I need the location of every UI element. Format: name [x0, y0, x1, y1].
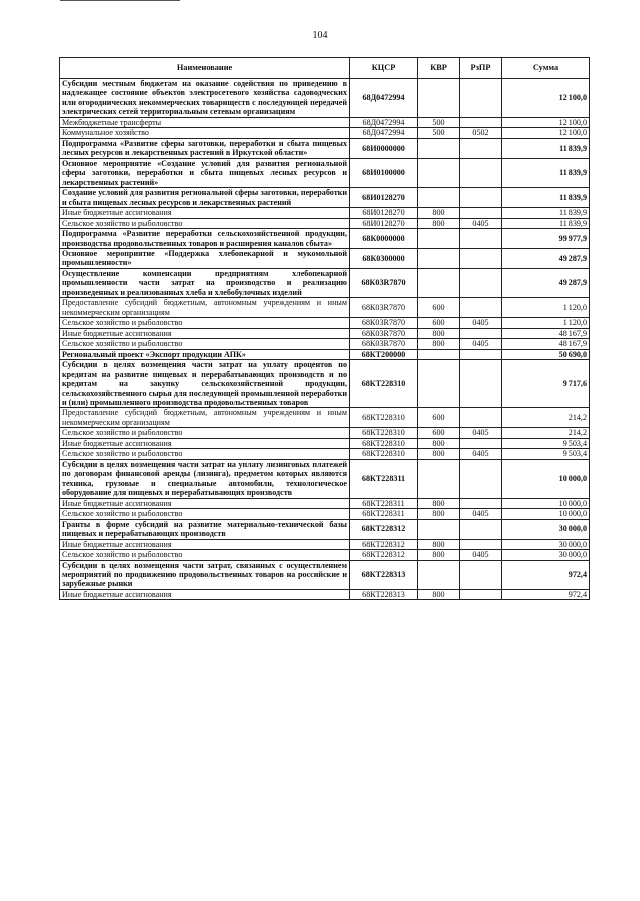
table-row	[60, 509, 590, 519]
cell-kcsr: 68Д0472994	[350, 128, 418, 138]
cell-rzpr: 0405	[460, 318, 502, 328]
page-number: 104	[312, 30, 328, 41]
cell-kcsr: 68И0128270	[350, 218, 418, 228]
cell-kcsr: 68КТ228311	[350, 498, 418, 508]
cell-name: Иные бюджетные ассигнования	[60, 328, 350, 338]
cell-kcsr: 68К0300000	[350, 248, 418, 268]
table-row	[60, 298, 590, 318]
cell-kvr	[418, 138, 460, 158]
cell-sum: 48 167,9	[502, 339, 590, 349]
cell-sum: 30 000,0	[502, 519, 590, 539]
cell-rzpr	[460, 360, 502, 408]
cell-sum: 50 690,0	[502, 349, 590, 359]
table-row	[60, 459, 590, 498]
cell-rzpr	[460, 79, 502, 118]
col-header-rzpr: РзПР	[460, 58, 502, 79]
cell-kvr: 600	[418, 428, 460, 438]
cell-rzpr	[460, 328, 502, 338]
cell-rzpr	[460, 298, 502, 318]
cell-rzpr	[460, 138, 502, 158]
table-row	[60, 138, 590, 158]
cell-rzpr	[460, 268, 502, 297]
cell-rzpr	[460, 117, 502, 127]
cell-sum: 30 000,0	[502, 539, 590, 549]
cell-name: Иные бюджетные ассигнования	[60, 498, 350, 508]
cell-rzpr	[460, 248, 502, 268]
cell-kcsr: 68И0100000	[350, 158, 418, 187]
cell-kvr	[418, 349, 460, 359]
cell-rzpr	[460, 208, 502, 218]
cell-name: Сельское хозяйство и рыболовство	[60, 550, 350, 560]
cell-kcsr: 68КТ228311	[350, 509, 418, 519]
cell-sum: 214,2	[502, 408, 590, 428]
cell-rzpr	[460, 589, 502, 599]
cell-name: Иные бюджетные ассигнования	[60, 438, 350, 448]
table-row	[60, 328, 590, 338]
table-row	[60, 208, 590, 218]
cell-name: Предоставление субсидий бюджетным, автономным учреждениям и иным некоммерческим организациям	[60, 408, 350, 428]
cell-kvr: 800	[418, 208, 460, 218]
cell-kcsr: 68КТ228312	[350, 519, 418, 539]
table-row	[60, 498, 590, 508]
cell-sum: 49 287,9	[502, 268, 590, 297]
cell-sum: 11 839,9	[502, 208, 590, 218]
cell-name: Сельское хозяйство и рыболовство	[60, 428, 350, 438]
cell-name: Иные бюджетные ассигнования	[60, 539, 350, 549]
cell-kvr	[418, 360, 460, 408]
cell-rzpr: 0405	[460, 550, 502, 560]
cell-kvr: 600	[418, 298, 460, 318]
table-row	[60, 128, 590, 138]
cell-rzpr	[460, 408, 502, 428]
cell-kcsr: 68Д0472994	[350, 79, 418, 118]
cell-kcsr: 68Д0472994	[350, 117, 418, 127]
cell-name: Основное мероприятие «Поддержка хлебопекарной и мукомольной промышленности»	[60, 248, 350, 268]
cell-kvr	[418, 268, 460, 297]
cell-rzpr	[460, 349, 502, 359]
top-rule	[60, 0, 180, 1]
cell-sum: 9 503,4	[502, 438, 590, 448]
cell-kcsr: 68КТ228310	[350, 438, 418, 448]
cell-kcsr: 68И0128270	[350, 188, 418, 208]
cell-kvr: 800	[418, 589, 460, 599]
cell-kvr	[418, 188, 460, 208]
cell-name: Иные бюджетные ассигнования	[60, 208, 350, 218]
cell-sum: 9 717,6	[502, 360, 590, 408]
cell-name: Сельское хозяйство и рыболовство	[60, 449, 350, 459]
cell-kcsr: 68К0000000	[350, 229, 418, 249]
cell-kcsr: 68К03R7870	[350, 298, 418, 318]
table-row	[60, 438, 590, 448]
cell-rzpr	[460, 560, 502, 589]
cell-rzpr	[460, 438, 502, 448]
cell-name: Субсидии в целях возмещения части затрат на уплату процентов по кредитам на развитие пищевых и перерабатывающих производств и по кредитам на закупку сельскохозяйственной продукции, сельскохозяйственного сырья для последующей промышленной переработки и (или) промышленного производства продовольственных товаров	[60, 360, 350, 408]
cell-rzpr	[460, 498, 502, 508]
cell-kvr: 800	[418, 218, 460, 228]
cell-sum: 214,2	[502, 428, 590, 438]
cell-rzpr: 0502	[460, 128, 502, 138]
cell-sum: 12 100,0	[502, 117, 590, 127]
cell-kcsr: 68КТ228313	[350, 589, 418, 599]
cell-sum: 10 000,0	[502, 459, 590, 498]
cell-sum: 12 100,0	[502, 79, 590, 118]
table-row	[60, 349, 590, 359]
table-row	[60, 318, 590, 328]
cell-kvr	[418, 248, 460, 268]
cell-sum: 1 120,0	[502, 298, 590, 318]
table-row	[60, 218, 590, 228]
cell-sum: 11 839,9	[502, 218, 590, 228]
cell-rzpr	[460, 539, 502, 549]
cell-kvr: 800	[418, 339, 460, 349]
cell-name: Иные бюджетные ассигнования	[60, 589, 350, 599]
table-row	[60, 408, 590, 428]
cell-kvr: 800	[418, 550, 460, 560]
cell-kcsr: 68КТ228311	[350, 459, 418, 498]
table-row	[60, 519, 590, 539]
cell-name: Субсидии в целях возмещения части затрат на уплату лизинговых платежей по договорам финансовой аренды (лизинга), предметом которых являются техника, грузовые и специальные автомобили, технологическое оборудование для пищевых и перерабатывающих производств	[60, 459, 350, 498]
cell-kvr	[418, 560, 460, 589]
col-header-sum: Сумма	[502, 58, 590, 79]
cell-name: Осуществление компенсации предприятиям хлебопекарной промышленности части затрат на производство и реализацию произведенных и реализованных хлеба и хлебобулочных изделий	[60, 268, 350, 297]
cell-rzpr: 0405	[460, 339, 502, 349]
table-row	[60, 188, 590, 208]
cell-kcsr: 68И0000000	[350, 138, 418, 158]
table-row	[60, 539, 590, 549]
cell-rzpr	[460, 188, 502, 208]
cell-name: Субсидии местным бюджетам на оказание содействия по приведению в надлежащее состояние объектов электросетевого хозяйства садоводческих или огороднических некоммерческих товариществ с последующей передачей электрических сетей территориальным сетевым организациям	[60, 79, 350, 118]
cell-kvr: 800	[418, 539, 460, 549]
cell-name: Коммунальное хозяйство	[60, 128, 350, 138]
cell-name: Подпрограмма «Развитие сферы заготовки, переработки и сбыта пищевых лесных ресурсов и лекарственных растений в Иркутской области»	[60, 138, 350, 158]
cell-kcsr: 68И0128270	[350, 208, 418, 218]
cell-kcsr: 68КТ228313	[350, 560, 418, 589]
cell-kvr	[418, 459, 460, 498]
cell-sum: 49 287,9	[502, 248, 590, 268]
cell-kcsr: 68К03R7870	[350, 339, 418, 349]
cell-sum: 99 977,9	[502, 229, 590, 249]
cell-kcsr: 68КТ228312	[350, 539, 418, 549]
cell-name: Сельское хозяйство и рыболовство	[60, 509, 350, 519]
cell-kvr: 600	[418, 408, 460, 428]
cell-kvr: 800	[418, 498, 460, 508]
cell-sum: 10 000,0	[502, 498, 590, 508]
cell-kcsr: 68К03R7870	[350, 328, 418, 338]
col-header-name: Наименование	[60, 58, 350, 79]
cell-kcsr: 68КТ200000	[350, 349, 418, 359]
table-row	[60, 589, 590, 599]
cell-rzpr	[460, 519, 502, 539]
cell-sum: 10 000,0	[502, 509, 590, 519]
cell-sum: 12 100,0	[502, 128, 590, 138]
cell-kvr: 800	[418, 438, 460, 448]
cell-name: Сельское хозяйство и рыболовство	[60, 218, 350, 228]
table-row	[60, 229, 590, 249]
table-header-row	[60, 58, 590, 79]
cell-rzpr: 0405	[460, 428, 502, 438]
cell-sum: 11 839,9	[502, 158, 590, 187]
table-row	[60, 79, 590, 118]
table-row	[60, 428, 590, 438]
cell-kcsr: 68КТ228312	[350, 550, 418, 560]
cell-kvr	[418, 79, 460, 118]
cell-kvr	[418, 158, 460, 187]
cell-kvr: 800	[418, 449, 460, 459]
cell-kvr: 600	[418, 318, 460, 328]
cell-name: Сельское хозяйство и рыболовство	[60, 339, 350, 349]
cell-rzpr: 0405	[460, 449, 502, 459]
table-row	[60, 248, 590, 268]
cell-sum: 11 839,9	[502, 138, 590, 158]
table-row	[60, 117, 590, 127]
cell-sum: 11 839,9	[502, 188, 590, 208]
cell-rzpr: 0405	[460, 218, 502, 228]
cell-kcsr: 68КТ228310	[350, 449, 418, 459]
cell-kcsr: 68КТ228310	[350, 360, 418, 408]
cell-sum: 30 000,0	[502, 550, 590, 560]
cell-sum: 48 167,9	[502, 328, 590, 338]
cell-rzpr	[460, 229, 502, 249]
cell-name: Предоставление субсидий бюджетным, автономным учреждениям и иным некоммерческим организациям	[60, 298, 350, 318]
cell-sum: 1 120,0	[502, 318, 590, 328]
cell-name: Основное мероприятие «Создание условий для развития региональной сферы заготовки, переработки и сбыта пищевых лесных ресурсов и лекарственных растений»	[60, 158, 350, 187]
cell-name: Гранты в форме субсидий на развитие материально-технической базы пищевых и перерабатывающих производств	[60, 519, 350, 539]
cell-kcsr: 68К03R7870	[350, 268, 418, 297]
table-row	[60, 268, 590, 297]
cell-kvr	[418, 519, 460, 539]
cell-kvr	[418, 229, 460, 249]
cell-name: Сельское хозяйство и рыболовство	[60, 318, 350, 328]
col-header-kvr: КВР	[418, 58, 460, 79]
cell-name: Межбюджетные трансферты	[60, 117, 350, 127]
cell-sum: 972,4	[502, 560, 590, 589]
cell-sum: 9 503,4	[502, 449, 590, 459]
cell-rzpr	[460, 459, 502, 498]
cell-name: Региональный проект «Экспорт продукции АПК»	[60, 349, 350, 359]
cell-rzpr	[460, 158, 502, 187]
cell-name: Подпрограмма «Развитие переработки сельскохозяйственной продукции, производства продовольственных товаров и расширения каналов сбыта»	[60, 229, 350, 249]
cell-sum: 972,4	[502, 589, 590, 599]
cell-kvr: 800	[418, 509, 460, 519]
cell-name: Создание условий для развития региональной сферы заготовки, переработки и сбыта пищевых лесных ресурсов и лекарственных растений	[60, 188, 350, 208]
cell-kcsr: 68КТ228310	[350, 408, 418, 428]
table-row	[60, 158, 590, 187]
cell-kvr: 500	[418, 128, 460, 138]
cell-kvr: 500	[418, 117, 460, 127]
cell-kcsr: 68К03R7870	[350, 318, 418, 328]
table-row	[60, 339, 590, 349]
col-header-kcsr: КЦСР	[350, 58, 418, 79]
table-row	[60, 449, 590, 459]
table-row	[60, 360, 590, 408]
budget-table	[59, 57, 590, 600]
cell-kcsr: 68КТ228310	[350, 428, 418, 438]
cell-rzpr: 0405	[460, 509, 502, 519]
cell-name: Субсидии в целях возмещения части затрат, связанных с осуществлением мероприятий по продвижению продовольственных товаров на российские и зарубежные рынки	[60, 560, 350, 589]
table-row	[60, 560, 590, 589]
table-row	[60, 550, 590, 560]
cell-kvr: 800	[418, 328, 460, 338]
